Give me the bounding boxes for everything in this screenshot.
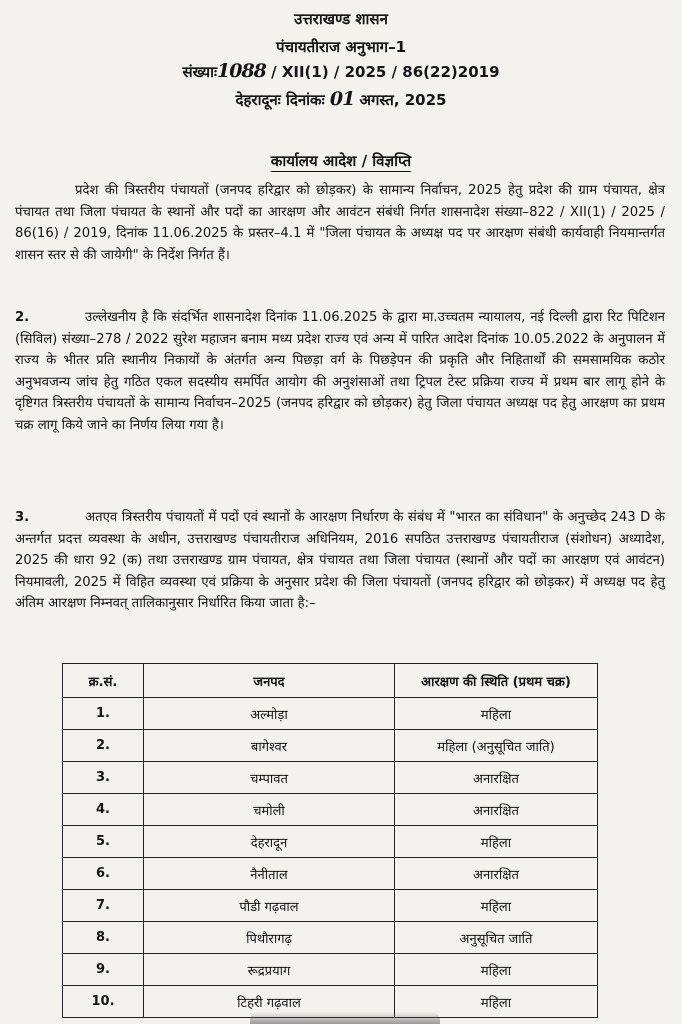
district-cell: टिहरी गढ़वाल xyxy=(144,986,395,1018)
status-cell: महिला xyxy=(395,954,598,986)
reservation-table xyxy=(62,663,598,1018)
serial-cell: 1. xyxy=(63,698,144,730)
serial-cell: 3. xyxy=(63,762,144,794)
paragraph-3 xyxy=(15,507,665,615)
serial-cell: 9. xyxy=(63,954,144,986)
paragraph-2-text: उल्लेखनीय है कि संदर्भित शासनादेश दिनांक 11.06.2025 के द्वारा मा.उच्चतम न्यायालय, नई दिल्ली द्वारा रिट पिटिशन (सिविल) संख्या–278 / 2022 सुरेश महाजन बनाम मध्य प्रदेश राज्य एवं अन्य में पारित आदेश दिनांक 10.05.2022 के अनुपालन में राज्य के भीतर प्रति स्थानीय निकायों के अंतर्गत अन्य पिछड़ा वर्ग के पिछड़ेपन की प्रकृति और निहितार्थों की समसामयिक कठोर अनुभवजन्य जांच हेतु गठित एकल सदस्यीय समर्पित आयोग की अनुशंसाओं तथा ट्रिपल टेस्ट प्रक्रिया राज्य में प्रथम बार लागू होने के दृष्टिगत त्रिस्तरीय पंचायतों के सामान्य निर्वाचन–2025 (जनपद हरिद्वार को छोड़कर) हेतु जिला पंचायत अध्यक्ष पद हेतु आरक्षण का प्रथम चक्र लागू किये जाने का निर्णय लिया गया है। xyxy=(15,310,665,433)
district-cell: पिथौरागढ़ xyxy=(144,922,395,954)
district-cell: बागेश्वर xyxy=(144,730,395,762)
header-serial: क्र.सं. xyxy=(63,664,144,698)
district-cell: रूद्रप्रयाग xyxy=(144,954,395,986)
government-heading: उत्तराखण्ड शासन xyxy=(294,10,388,28)
paragraph-2 xyxy=(15,307,665,437)
number-label: संख्याः xyxy=(182,63,217,81)
district-cell: चम्पावत xyxy=(144,762,395,794)
status-cell: महिला (अनुसूचित जाति) xyxy=(395,730,598,762)
status-cell: अनारक्षित xyxy=(395,858,598,890)
status-cell: महिला xyxy=(395,826,598,858)
status-cell: अनारक्षित xyxy=(395,762,598,794)
table-row xyxy=(63,730,598,762)
status-cell: अनुसूचित जाति xyxy=(395,922,598,954)
department-heading: पंचायतीराज अनुभाग–1 xyxy=(275,38,407,56)
table-row xyxy=(63,794,598,826)
serial-cell: 4. xyxy=(63,794,144,826)
district-cell: चमोली xyxy=(144,794,395,826)
paragraph-1-text: प्रदेश की त्रिस्तरीय पंचायतों (जनपद हरिद्वार को छोड़कर) के सामान्य निर्वाचन, 2025 हेतु प्रदेश की ग्राम पंचायत, क्षेत्र पंचायत तथा जिला पंचायत के स्थानों और पदों का आरक्षण और आवंटन संबंधी निर्गत शासनादेश संख्या–822 / XII(1) / 2025 / 86(16) / 2019, दिनांक 11.06.2025 के प्रस्तर–4.1 में "जिला पंचायत के अध्यक्ष पद पर आरक्षण संबंधी कार्यवाही नियमान्तर्गत शासन स्तर से की जायेगी" के निर्देश निर्गत हैं। xyxy=(15,183,665,263)
table-row xyxy=(63,858,598,890)
status-cell: अनारक्षित xyxy=(395,794,598,826)
table-row xyxy=(63,922,598,954)
header-reservation-status: आरक्षण की स्थिति (प्रथम चक्र) xyxy=(395,664,598,698)
district-cell: अल्मोड़ा xyxy=(144,698,395,730)
district-cell: नैनीताल xyxy=(144,858,395,890)
date-line xyxy=(0,88,682,110)
order-title: कार्यालय आदेश / विज्ञप्ति xyxy=(270,152,412,170)
table-row xyxy=(63,698,598,730)
paragraph-3-number: 3. xyxy=(15,510,30,525)
serial-cell: 7. xyxy=(63,890,144,922)
handwritten-date: 01 xyxy=(329,88,355,110)
table-header-row xyxy=(63,664,598,698)
date-label: देहरादूनः दिनांकः xyxy=(235,91,325,109)
status-cell: महिला xyxy=(395,890,598,922)
paragraph-1 xyxy=(15,180,665,266)
paragraph-3-text: अतएव त्रिस्तरीय पंचायतों में पदों एवं स्थानों के आरक्षण निर्धारण के संबंध में "भारत का संविधान" के अनुच्छेद 243 D के अन्तर्गत प्रदत्त व्यवस्था के अधीन, उत्तराखण्ड पंचायतीराज अधिनियम, 2016 सपठित उत्तराखण्ड पंचायतीराज (संशोधन) अध्यादेश, 2025 की धारा 92 (क) तथा उत्तराखण्ड ग्राम पंचायत, क्षेत्र पंचायत तथा जिला पंचायत (स्थानों और पदों का आरक्षण एवं आवंटन) नियमावली, 2025 में विहित व्यवस्था एवं प्रक्रिया के अनुसार प्रदेश की जिला पंचायतों (जनपद हरिद्वार को छोड़कर) में अध्यक्ष पद हेतु अंतिम आरक्षण निम्नवत् तालिकानुसार निर्धारित किया जाता है:– xyxy=(15,510,665,612)
handwritten-number: 1088 xyxy=(217,60,266,82)
screen-edge-shadow xyxy=(250,1012,440,1024)
date-suffix: अगस्त, 2025 xyxy=(359,91,447,109)
number-suffix: / XII(1) / 2025 / 86(22)2019 xyxy=(271,63,500,81)
table-row xyxy=(63,762,598,794)
table-row xyxy=(63,826,598,858)
district-cell: पौडी गढ़वाल xyxy=(144,890,395,922)
status-cell: महिला xyxy=(395,986,598,1018)
table-row xyxy=(63,954,598,986)
serial-cell: 8. xyxy=(63,922,144,954)
table-row xyxy=(63,890,598,922)
header-district: जनपद xyxy=(144,664,395,698)
serial-cell: 10. xyxy=(63,986,144,1018)
paragraph-2-number: 2. xyxy=(15,310,30,325)
status-cell: महिला xyxy=(395,698,598,730)
district-cell: देहरादून xyxy=(144,826,395,858)
serial-cell: 5. xyxy=(63,826,144,858)
reference-number-line xyxy=(0,60,682,82)
serial-cell: 6. xyxy=(63,858,144,890)
serial-cell: 2. xyxy=(63,730,144,762)
